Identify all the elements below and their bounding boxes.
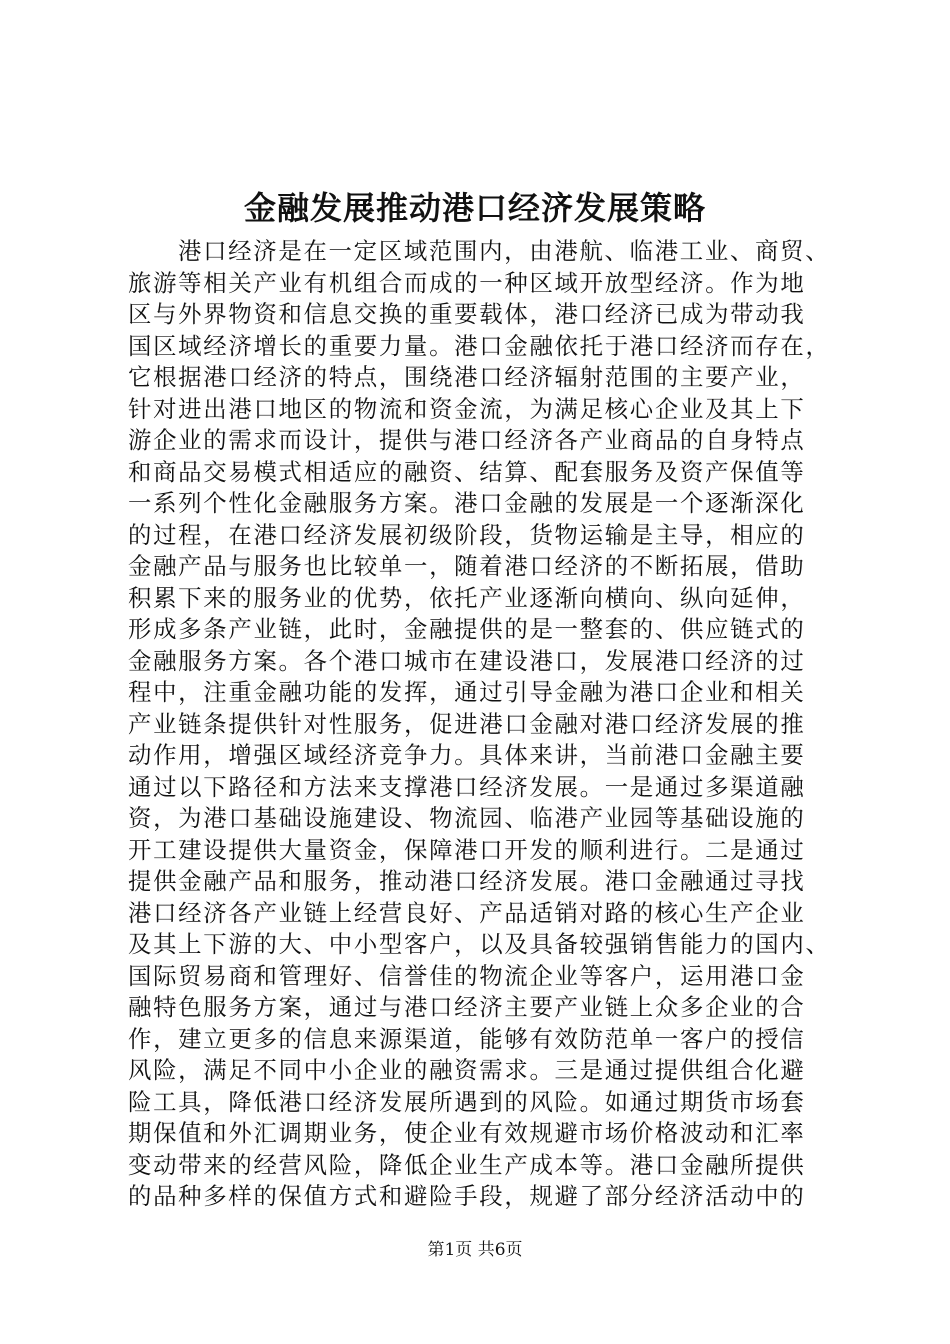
document-title: 金融发展推动港口经济发展策略 — [243, 189, 706, 227]
body-line: 提供金融产品和服务，推动港口经济发展。港口金融通过寻找 — [128, 867, 806, 895]
body-line: 产业链条提供针对性服务，促进港口金融对港口经济发展的推 — [128, 709, 806, 738]
body-line: 国际贸易商和管理好、信誉佳的物流企业等客户，运用港口金 — [128, 961, 806, 990]
body-line: 一系列个性化金融服务方案。港口金融的发展是一个逐渐深化 — [128, 489, 806, 517]
body-line: 的品种多样的保值方式和避险手段，规避了部分经济活动中的 — [128, 1182, 806, 1210]
body-line: 它根据港口经济的特点，围绕港口经济辐射范围的主要产业， — [128, 363, 806, 391]
body-line: 程中，注重金融功能的发挥，通过引导金融为港口企业和相关 — [128, 678, 806, 706]
body-line: 作，建立更多的信息来源渠道，能够有效防范单一客户的授信 — [128, 1024, 806, 1053]
body-line: 形成多条产业链，此时，金融提供的是一整套的、供应链式的 — [128, 615, 806, 643]
body-line: 融特色服务方案，通过与港口经济主要产业链上众多企业的合 — [128, 993, 806, 1021]
body-line: 区与外界物资和信息交换的重要载体，港口经济已成为带动我 — [128, 300, 806, 328]
body-line: 风险，满足不同中小企业的融资需求。三是通过提供组合化避 — [128, 1056, 806, 1084]
body-line: 金融服务方案。各个港口城市在建设港口，发展港口经济的过 — [128, 646, 806, 675]
body-line: 游企业的需求而设计，提供与港口经济各产业商品的自身特点 — [128, 426, 806, 454]
body-line: 的过程，在港口经济发展初级阶段，货物运输是主导，相应的 — [128, 520, 806, 549]
body-line: 期保值和外汇调期业务，使企业有效规避市场价格波动和汇率 — [128, 1119, 806, 1147]
body-line: 通过以下路径和方法来支撑港口经济发展。一是通过多渠道融 — [128, 772, 806, 801]
body-line: 动作用，增强区域经济竞争力。具体来讲，当前港口金融主要 — [128, 741, 806, 769]
page-footer: 第1页 共6页 — [427, 1240, 523, 1260]
body-line: 资，为港口基础设施建设、物流园、临港产业园等基础设施的 — [128, 804, 806, 832]
document-body — [128, 236, 831, 1210]
body-line: 积累下来的服务业的优势，依托产业逐渐向横向、纵向延伸， — [128, 583, 806, 612]
body-line: 针对进出港口地区的物流和资金流，为满足核心企业及其上下 — [128, 394, 806, 423]
body-line: 和商品交易模式相适应的融资、结算、配套服务及资产保值等 — [128, 457, 806, 486]
body-line: 国区域经济增长的重要力量。港口金融依托于港口经济而存在， — [128, 331, 831, 360]
body-line: 险工具，降低港口经济发展所遇到的风险。如通过期货市场套 — [128, 1087, 806, 1116]
body-line: 变动带来的经营风险，降低企业生产成本等。港口金融所提供 — [128, 1150, 806, 1179]
body-line: 港口经济是在一定区域范围内，由港航、临港工业、商贸、 — [178, 237, 831, 265]
body-line: 旅游等相关产业有机组合而成的一种区域开放型经济。作为地 — [128, 268, 806, 297]
body-line: 金融产品与服务也比较单一，随着港口经济的不断拓展，借助 — [128, 552, 806, 580]
body-line: 港口经济各产业链上经营良好、产品适销对路的核心生产企业 — [128, 898, 806, 927]
body-line: 及其上下游的大、中小型客户，以及具备较强销售能力的国内、 — [128, 930, 831, 958]
body-line: 开工建设提供大量资金，保障港口开发的顺利进行。二是通过 — [128, 835, 806, 864]
